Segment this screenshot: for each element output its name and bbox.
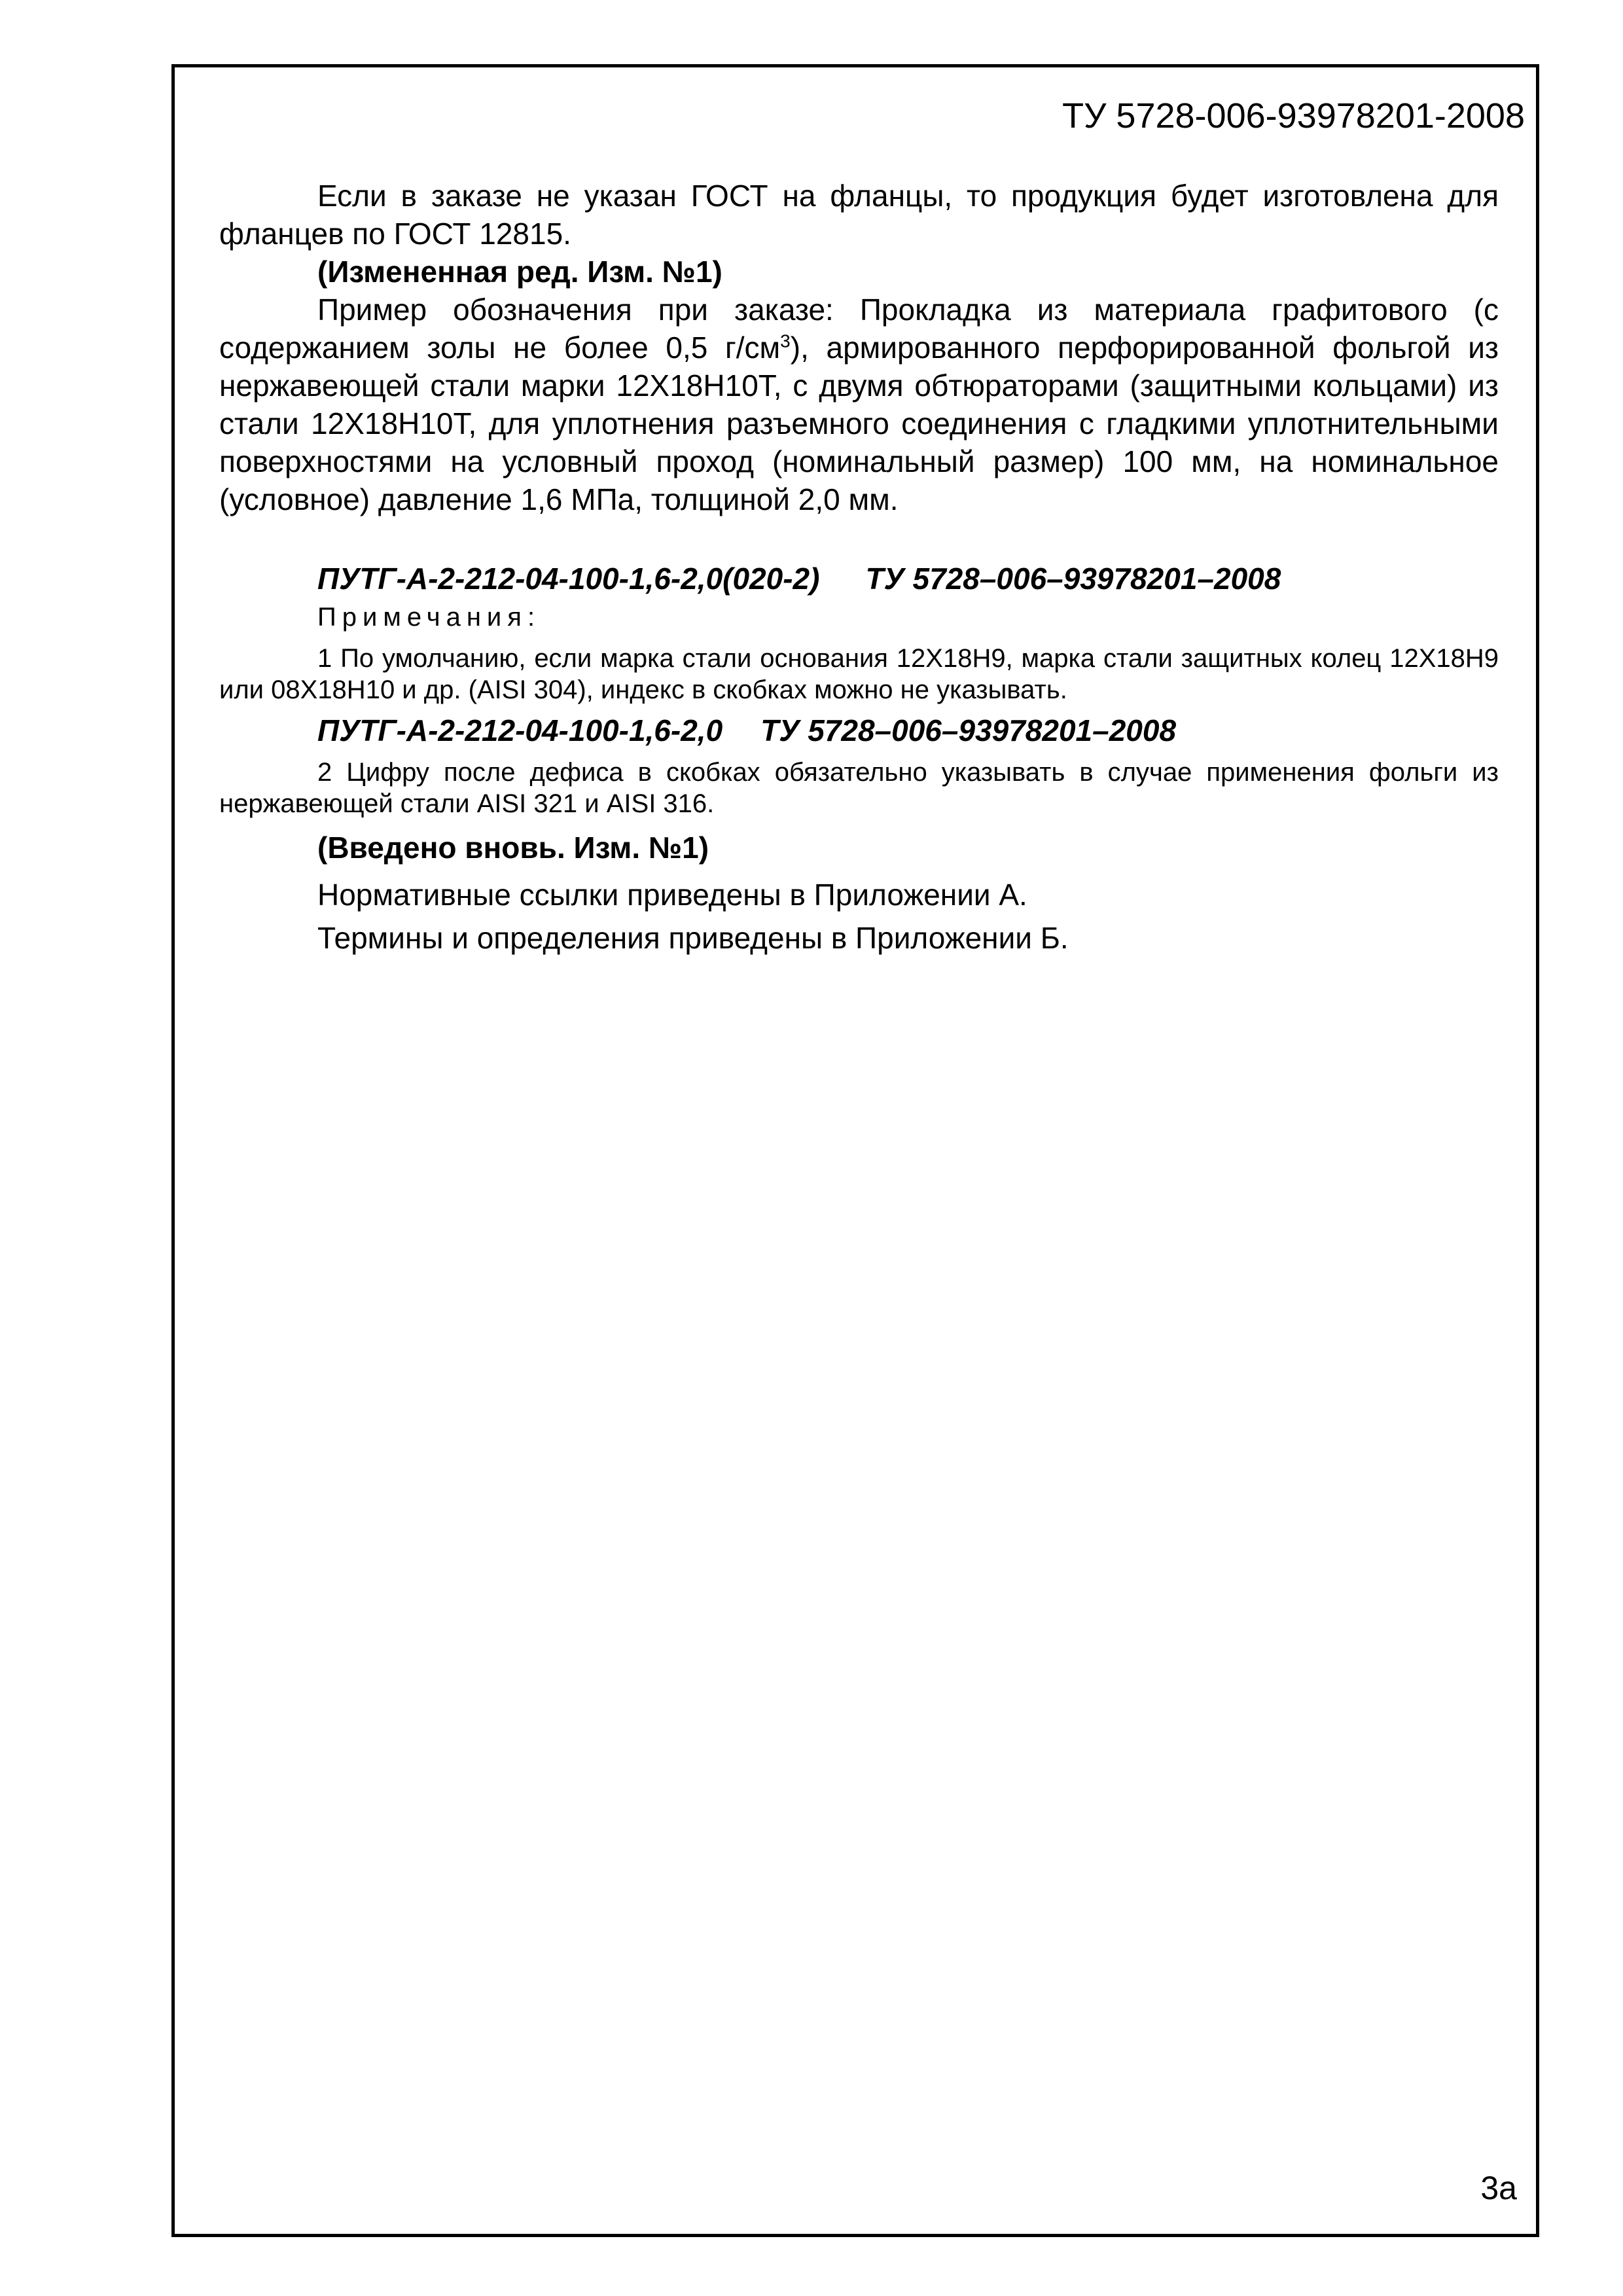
notes-title: Примечания:	[317, 603, 541, 632]
page-number: 3а	[1480, 2170, 1517, 2206]
order-example-part-2: ), армированного перфорированной фольгой из нержавеющей стали марки 12Х18Н10Т, с двумя обтюраторами (защитными кольцами) из стали 12Х18Н10Т, для уплотнения разъемного соединения с гладкими уплотнительными поверхностями на условный проход (номинальный размер) 100 мм, на номинальное (условное) давление 1,6 МПа, толщиной 2,0 мм.	[219, 331, 1499, 516]
order-example-part-1: Пример обозначения при заказе: Прокладка из материала графитового (с содержанием золы не более 0,5 г/см	[219, 293, 1499, 365]
designation-1-tu: ТУ 5728–006–93978201–2008	[865, 562, 1281, 596]
amendment-note-2: (Введено вновь. Изм. №1)	[317, 831, 709, 865]
designation-2-tu: ТУ 5728–006–93978201–2008	[760, 713, 1177, 747]
terms-definitions-line: Термины и определения приведены в Приложении Б.	[317, 921, 1069, 955]
normative-references-line: Нормативные ссылки приведены в Приложении А.	[317, 878, 1027, 912]
paragraph-order-example	[219, 291, 1499, 518]
amendment-note-1: (Измененная ред. Изм. №1)	[317, 255, 722, 289]
designation-example-2	[219, 711, 1499, 750]
designation-1-code: ПУТГ-А-2-212-04-100-1,6-2,0(020-2)	[317, 562, 820, 596]
spacer	[219, 518, 1499, 554]
note-2: 2 Цифру после дефиса в скобках обязательно указывать в случае применения фольги из нержавеющей стали AISI 321 и AISI 316.	[219, 758, 1499, 818]
note-1: 1 По умолчанию, если марка стали основания 12Х18Н9, марка стали защитных колец 12Х18Н9 или 08Х18Н10 и др. (AISI 304), индекс в скобках можно не указывать.	[219, 644, 1499, 704]
designation-example-1	[219, 559, 1499, 598]
designation-2-code: ПУТГ-А-2-212-04-100-1,6-2,0	[317, 713, 723, 747]
document-code: ТУ 5728-006-93978201-2008	[1062, 96, 1525, 135]
page-content	[219, 177, 1499, 960]
superscript-3: 3	[780, 331, 791, 351]
paragraph-flange-gost: Если в заказе не указан ГОСТ на фланцы, то продукция будет изготовлена для фланцев по ГОСТ 12815.	[219, 179, 1499, 251]
